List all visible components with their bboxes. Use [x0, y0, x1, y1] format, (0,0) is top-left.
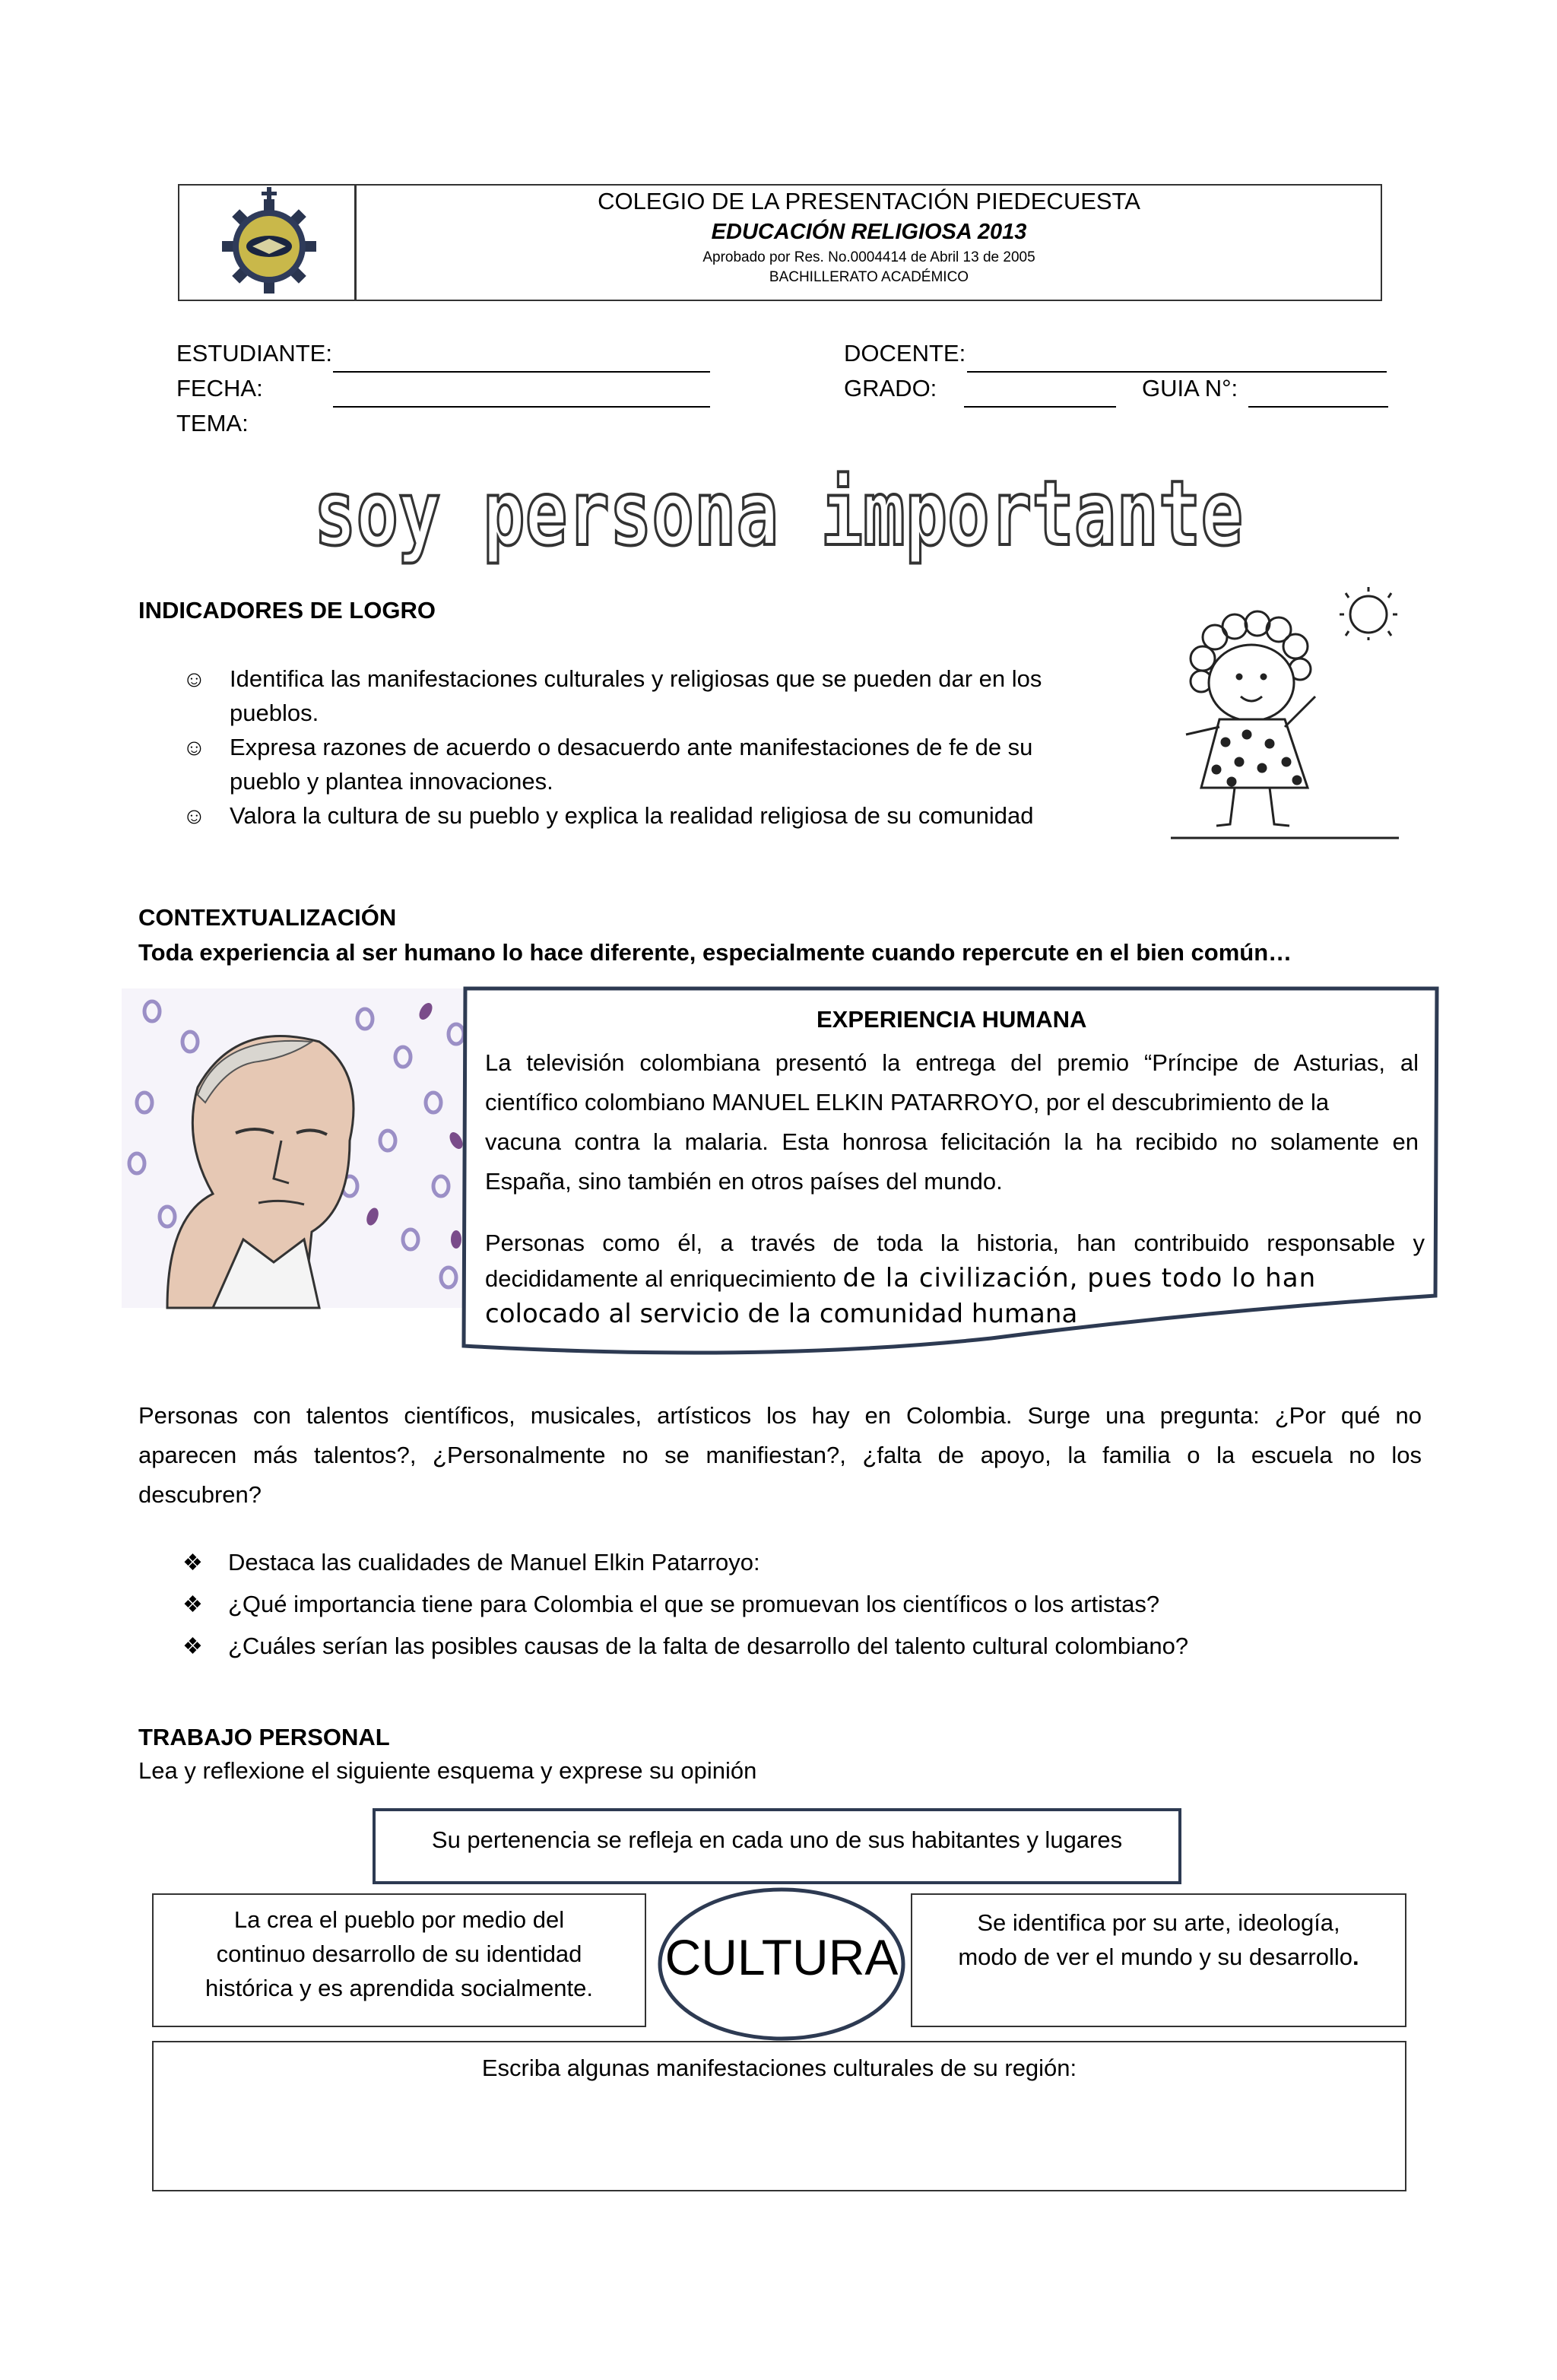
scheme-right-line-2-wrap — [912, 1940, 1405, 1974]
question-item — [182, 1584, 1188, 1626]
exp-line-6-b: de la civilización, pues todo lo han — [842, 1263, 1317, 1293]
talents-paragraph — [138, 1396, 1422, 1515]
exp-line-1: La televisión colombiana presentó la entrega del premio “Príncipe de Asturias, al — [485, 1049, 1419, 1076]
question-item — [182, 1542, 1188, 1584]
patarroyo-portrait-image — [122, 988, 471, 1308]
smiley-icon: ☺ — [182, 667, 206, 692]
guide-field[interactable] — [1248, 388, 1388, 408]
cultura-label: CULTURA — [664, 1929, 899, 1985]
scheme-left-box — [152, 1893, 646, 2027]
grade-label: GRADO: — [844, 375, 937, 401]
talents-line-2: aparecen más talentos?, ¿Personalmente no se manifiestan?, ¿falta de apoyo, la familia o la escuela no los — [138, 1442, 1422, 1468]
indicator-text-2 — [230, 730, 1032, 798]
scheme-answer-box[interactable] — [152, 2041, 1406, 2191]
question-text: ¿Qué importancia tiene para Colombia el que se promuevan los científicos o los artistas? — [228, 1591, 1160, 1617]
questions-list — [182, 1542, 1188, 1668]
context-heading: CONTEXTUALIZACIÓN — [138, 904, 397, 931]
girl-cartoon-illustration — [1156, 582, 1414, 850]
scheme-right-box — [911, 1893, 1406, 2027]
scheme-answer-prompt: Escriba algunas manifestaciones culturales de su región: — [481, 2055, 1077, 2081]
exp-line-3: vacuna contra la malaria. Esta honrosa felicitación la ha recibido no solamente en — [485, 1128, 1419, 1155]
smiley-icon: ☺ — [182, 804, 206, 829]
indicator-text-1 — [230, 662, 1042, 730]
scheme-left-line-2: continuo desarrollo de su identidad — [216, 1940, 582, 1967]
talents-line-1: Personas con talentos científicos, musicales, artísticos los hay en Colombia. Surge una pregunta: ¿Por qué no — [138, 1402, 1422, 1429]
indicator-item-3 — [182, 798, 205, 833]
indicator-1-line-1: Identifica las manifestaciones culturales y religiosas que se pueden dar en los — [230, 665, 1042, 692]
date-field[interactable] — [333, 388, 710, 408]
guide-label: GUIA N°: — [1142, 375, 1238, 401]
indicator-item-2 — [182, 730, 205, 765]
indicator-1-line-2: pueblos. — [230, 700, 319, 726]
scheme-right-dot: . — [1352, 1944, 1359, 1970]
personal-instruction: Lea y reflexione el siguiente esquema y exprese su opinión — [138, 1757, 757, 1784]
exp-line-5: Personas como él, a través de toda la historia, han contribuido responsable y — [485, 1230, 1425, 1256]
scheme-right-line-2: modo de ver el mundo y su desarrollo — [958, 1944, 1353, 1970]
header-box — [178, 184, 1382, 301]
experience-title: EXPERIENCIA HUMANA — [817, 1006, 1087, 1033]
indicator-text-3 — [230, 798, 1034, 833]
smiley-icon: ☺ — [182, 735, 206, 760]
page-title-text: soy persona importante — [314, 461, 1243, 566]
personal-heading: TRABAJO PERSONAL — [138, 1724, 390, 1750]
scheme-left-line-1: La crea el pueblo por medio del — [233, 1906, 565, 1933]
student-field[interactable] — [333, 353, 710, 373]
diamond-bullet-icon: ❖ — [182, 1634, 203, 1659]
experience-paragraph-1 — [485, 1043, 1419, 1201]
question-text: Destaca las cualidades de Manuel Elkin Patarroyo: — [228, 1549, 760, 1576]
indicator-3-line-1: Valora la cultura de su pueblo y explica la realidad religiosa de su comunidad — [230, 802, 1034, 829]
school-crest-icon — [179, 186, 354, 300]
header-text — [356, 186, 1382, 286]
exp-line-6 — [485, 1261, 1425, 1296]
indicator-2-line-2: pueblo y plantea innovaciones. — [230, 768, 553, 795]
logo-cell — [179, 186, 357, 300]
exp-line-7: colocado al servicio de la comunidad humana — [485, 1299, 1078, 1329]
scheme-top-text: Su pertenencia se refleja en cada uno de sus habitantes y lugares — [431, 1826, 1123, 1853]
scheme-answer-field[interactable] — [154, 2083, 1405, 2159]
scheme-left-line-3: histórica y es aprendida socialmente. — [205, 1975, 594, 2001]
exp-line-4: España, sino también en otros países del mundo. — [485, 1168, 1003, 1195]
student-label: ESTUDIANTE: — [176, 340, 332, 367]
scheme-top-box — [373, 1808, 1181, 1884]
scheme-right-line-1: Se identifica por su arte, ideología, — [977, 1909, 1340, 1936]
approval-note: Aprobado por Res. No.0004414 de Abril 13 de 2005 — [702, 249, 1035, 265]
diamond-bullet-icon: ❖ — [182, 1550, 203, 1576]
exp-line-2: científico colombiano MANUEL ELKIN PATARROYO, por el descubrimiento de la — [485, 1089, 1330, 1115]
teacher-field[interactable] — [967, 353, 1387, 373]
subject-title: EDUCACIÓN RELIGIOSA 2013 — [711, 220, 1027, 244]
level-note: BACHILLERATO ACADÉMICO — [769, 269, 969, 285]
grade-field[interactable] — [964, 388, 1116, 408]
topic-label: TEMA: — [176, 410, 249, 436]
experience-paragraph-2 — [485, 1226, 1425, 1331]
diamond-bullet-icon: ❖ — [182, 1592, 203, 1617]
talents-line-3: descubren? — [138, 1481, 262, 1508]
indicators-heading: INDICADORES DE LOGRO — [138, 597, 436, 624]
exp-line-6-a: decididamente al enriquecimiento — [485, 1265, 843, 1292]
teacher-label: DOCENTE: — [844, 340, 966, 367]
question-item — [182, 1626, 1188, 1668]
school-name: COLEGIO DE LA PRESENTACIÓN PIEDECUESTA — [598, 188, 1140, 214]
indicator-item-1 — [182, 662, 205, 697]
question-text: ¿Cuáles serían las posibles causas de la falta de desarrollo del talento cultural colombiano? — [228, 1633, 1189, 1659]
date-label: FECHA: — [176, 375, 263, 401]
context-subheading: Toda experiencia al ser humano lo hace diferente, especialmente cuando repercute en el bien común… — [138, 939, 1292, 966]
indicator-2-line-1: Expresa razones de acuerdo o desacuerdo ante manifestaciones de fe de su — [230, 734, 1033, 760]
page-title — [310, 461, 1247, 566]
